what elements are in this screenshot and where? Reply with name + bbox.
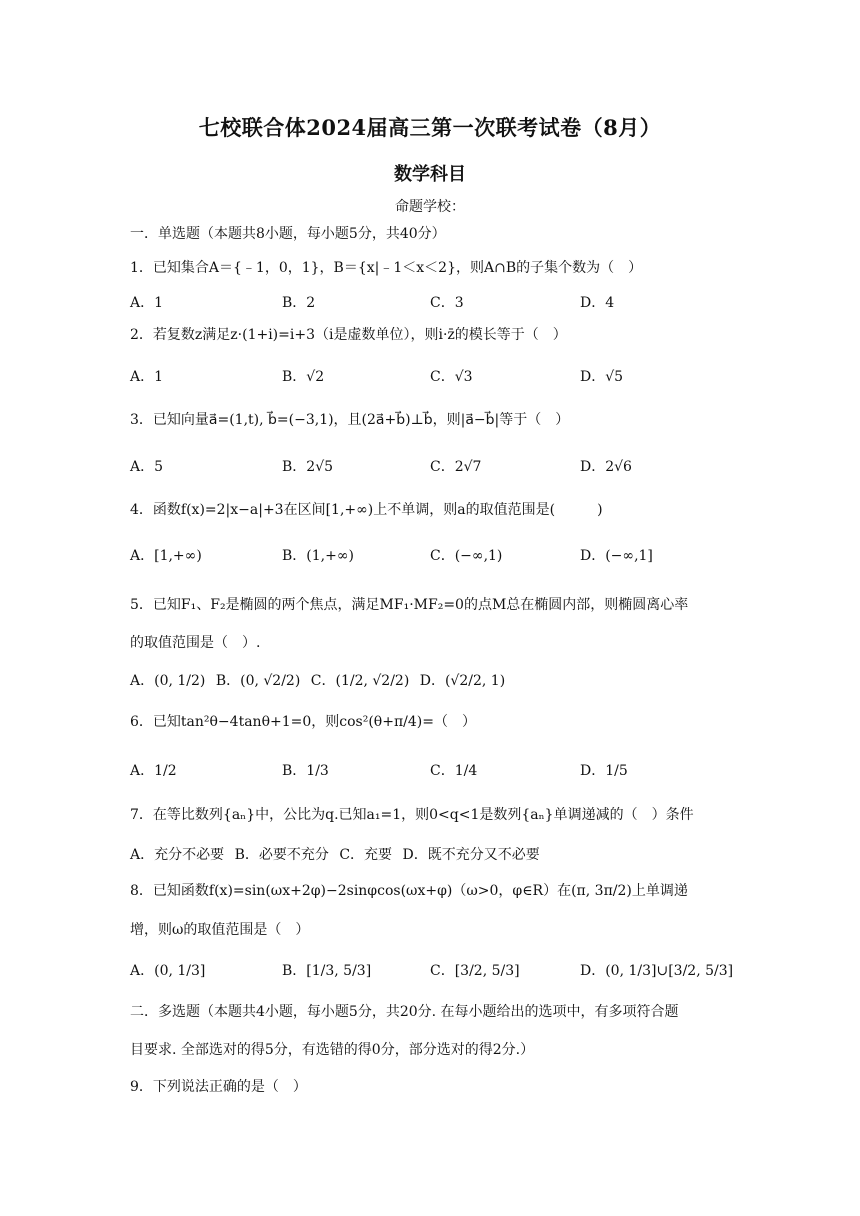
question-8-options: [130, 960, 750, 982]
question-3-stem: 3．已知向量a⃗=(1,t), b⃗=(−3,1)，且(2a⃗+b⃗)⊥b⃗，则|a⃗−b⃗|等于（ ）: [130, 412, 570, 428]
option-a: A．1/2: [130, 763, 177, 779]
option-a: A．[1,+∞): [130, 548, 202, 564]
option-d: D．(0, 1/3]∪[3/2, 5/3]: [580, 963, 734, 979]
option-d: D．既不充分又不必要: [402, 847, 540, 863]
section-single-choice: 一．单选题（本题共8小题，每小题5分，共40分）: [130, 226, 446, 242]
option-c: C．3: [430, 295, 464, 311]
option-a: A．(0, 1/3]: [130, 963, 206, 979]
question-2-options: [130, 366, 750, 388]
question-7-options: [130, 844, 546, 864]
option-b: B．2√5: [282, 459, 334, 475]
option-c: C．(−∞,1): [430, 548, 503, 564]
question-8-stem-line1: 8．已知函数f(x)=sin(ωx+2φ)−2sinφcos(ωx+φ)（ω>0，φ∈R）在(π, 3π/2)上单调递: [130, 883, 688, 899]
question-5-options: [130, 670, 511, 690]
question-2-stem: 2．若复数z满足z·(1+i)=i+3（i是虚数单位），则i·z̄的模长等于（ ）: [130, 327, 567, 343]
option-c: C．1/4: [430, 763, 478, 779]
option-b: B．√2: [282, 369, 325, 385]
question-5-stem-line1: 5．已知F₁、F₂是椭圆的两个焦点，满足MF₁·MF₂=0的点M总在椭圆内部，则椭圆离心率: [130, 597, 689, 613]
section-multi-choice-line2: 目要求. 全部选对的得5分，有选错的得0分，部分选对的得2分.）: [130, 1042, 535, 1058]
option-b: B．[1/3, 5/3]: [282, 963, 372, 979]
option-c: C．2√7: [430, 459, 482, 475]
question-1-stem: 1．已知集合A＝{﹣1，0，1}，B＝{x|﹣1＜x＜2}，则A∩B的子集个数为（ ）: [130, 260, 643, 276]
section-multi-choice-line1: 二．多选题（本题共4小题，每小题5分，共20分. 在每小题给出的选项中，有多项符合题: [130, 1004, 679, 1020]
option-d: D．(−∞,1]: [580, 548, 653, 564]
question-3-options: [130, 456, 750, 478]
question-4-options: [130, 545, 750, 567]
question-6-options: [130, 760, 750, 782]
question-1-options: [130, 292, 750, 314]
option-b: B．1/3: [282, 763, 329, 779]
option-a: A．5: [130, 459, 164, 475]
option-d: D．√5: [580, 369, 624, 385]
school-line: 命题学校：: [395, 199, 465, 215]
question-6-stem: 6．已知tan²θ−4tanθ+1=0，则cos²(θ+π/4)=（ ）: [130, 714, 476, 730]
option-c: C．[3/2, 5/3]: [430, 963, 520, 979]
subject-title: 数学科目: [394, 164, 466, 185]
option-b: B．(0, √2/2): [215, 673, 301, 689]
option-b: B．2: [282, 295, 316, 311]
option-d: D．4: [580, 295, 615, 311]
option-a: A．1: [130, 369, 164, 385]
option-b: B．必要不充分: [234, 847, 329, 863]
question-8-stem-line2: 增，则ω的取值范围是（ ）: [130, 922, 310, 938]
option-a: A．(0, 1/2): [130, 673, 206, 689]
option-d: D．2√6: [580, 459, 632, 475]
question-5-stem-line2: 的取值范围是（ ）.: [130, 635, 261, 651]
question-7-stem: 7．在等比数列{aₙ}中，公比为q.已知a₁=1，则0<q<1是数列{aₙ}单调递减的（ ）条件: [130, 807, 694, 823]
option-b: B．(1,+∞): [282, 548, 354, 564]
option-a: A．充分不必要: [130, 847, 225, 863]
option-a: A．1: [130, 295, 164, 311]
question-4-stem: 4．函数f(x)=2|x−a|+3在区间[1,+∞)上不单调，则a的取值范围是( ): [130, 502, 603, 518]
option-d: D．(√2/2, 1): [419, 673, 506, 689]
option-c: C．(1/2, √2/2): [310, 673, 410, 689]
option-c: C．充要: [339, 847, 393, 863]
question-9-stem: 9．下列说法正确的是（ ）: [130, 1079, 307, 1095]
exam-title: 七校联合体2024届高三第一次联考试卷（8月）: [198, 115, 662, 140]
option-d: D．1/5: [580, 763, 628, 779]
option-c: C．√3: [430, 369, 473, 385]
